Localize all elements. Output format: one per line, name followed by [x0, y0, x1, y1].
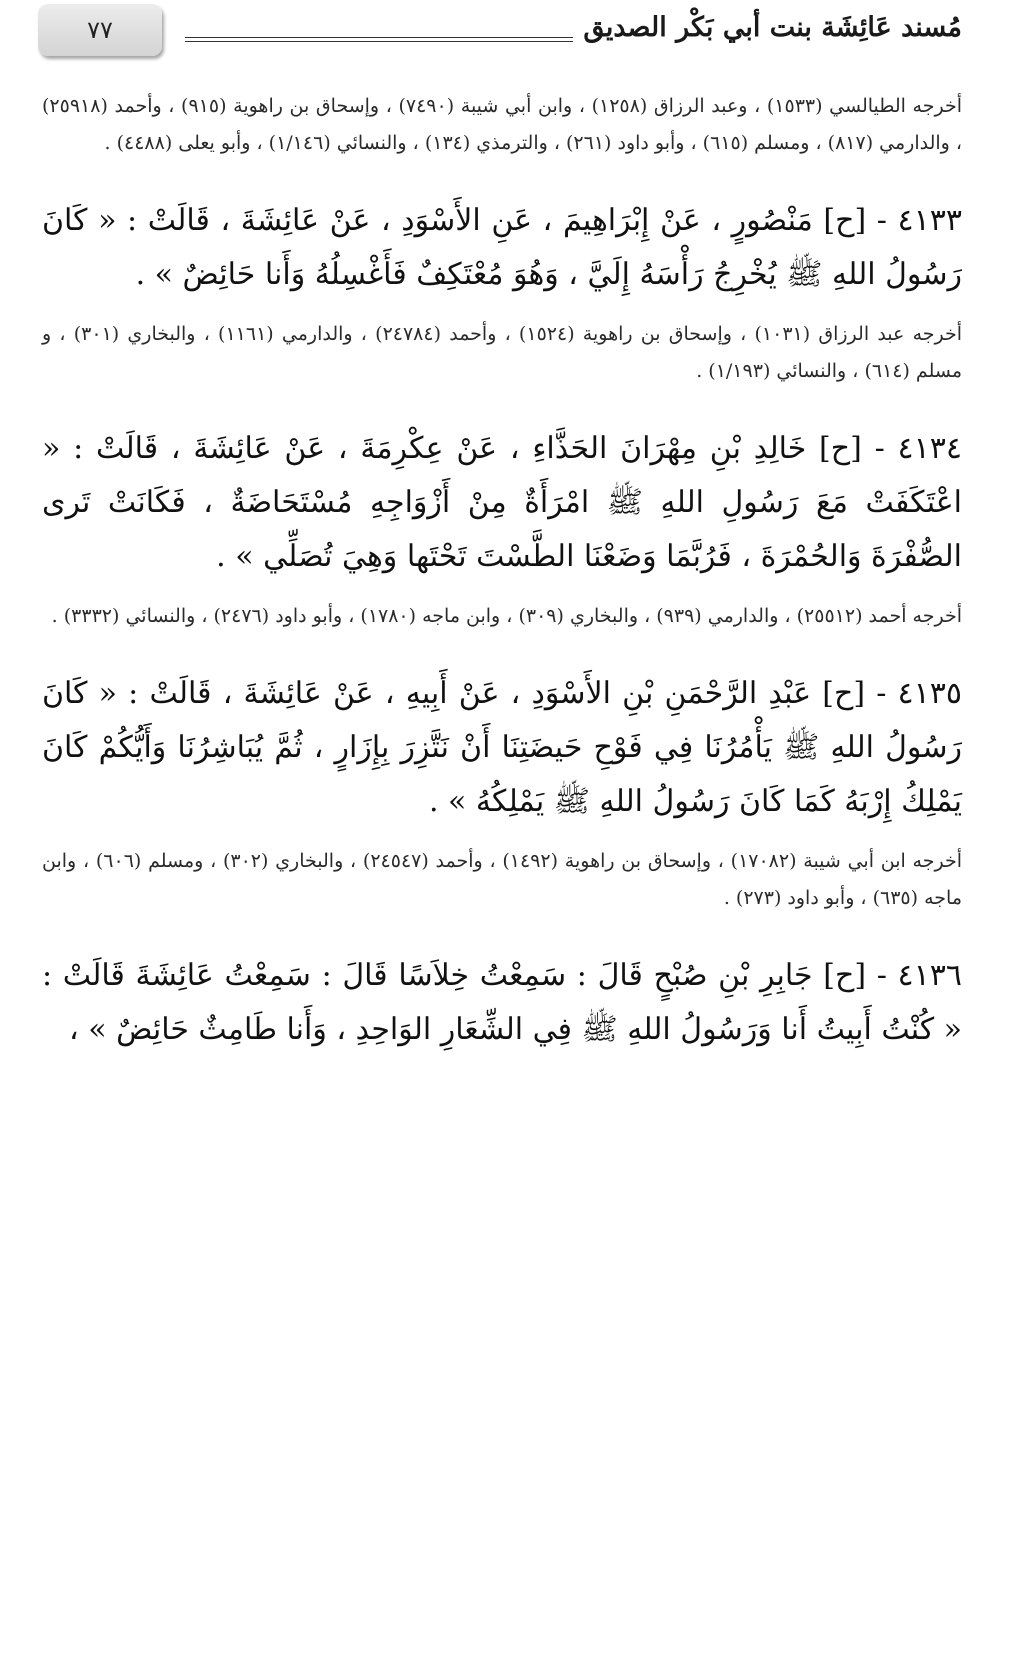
takhrij-paragraph: أخرجه ابن أبي شيبة (١٧٠٨٢) ، وإسحاق بن راهوية (١٤٩٢) ، وأحمد (٢٤٥٤٧) ، والبخاري (٣٠٢) ، ومسلم (٦٠٦) ، وابن ماجه (٦٣٥) ، وأبو داود (٢٧٣) . [42, 850, 962, 909]
hadith-4135: ٤١٣٥ - [ح] عَبْدِ الرَّحْمَنِ بْنِ الأَسْوَدِ ، عَنْ أَبِيهِ ، عَنْ عَائِشَةَ ، قَالَتْ : « كَانَ رَسُولُ اللهِ ﷺ يَأْمُرُنَا فِي فَوْحِ حَيضَتِنَا أَنْ نَتَّزِرَ بِإِزَارٍ ، ثُمَّ يُبَاشِرُنَا وَأَيُّكُمْ كَانَ يَمْلِكُ إِرْبَهُ كَمَا كَانَ رَسُولُ اللهِ ﷺ يَمْلِكُهُ » . [42, 676, 962, 819]
header-double-rule [185, 37, 573, 42]
running-header-title: مُسند عَائِشَة بنت أبي بَكْر الصديق [583, 12, 962, 43]
page-header [0, 0, 1010, 80]
hadith-4136: ٤١٣٦ - [ح] جَابِرِ بْنِ صُبْحٍ قَالَ : سَمِعْتُ خِلاَسًا قَالَ : سَمِعْتُ عَائِشَةَ قَالَتْ : « كُنْتُ أَبِيتُ أَنا وَرَسُولُ اللهِ ﷺ فِي الشِّعَارِ الوَاحِدِ ، وَأَنا طَامِثٌ حَائِضٌ » ، [42, 958, 962, 1047]
page-number-badge [38, 4, 162, 56]
page-number: ٧٧ [87, 16, 113, 44]
page-body [42, 88, 962, 1057]
takhrij-paragraph: أخرجه أحمد (٢٥٥١٢) ، والدارمي (٩٣٩) ، والبخاري (٣٠٩) ، وابن ماجه (١٧٨٠) ، وأبو داود (٢٤٧٦) ، والنسائي (٣٣٣٢) . [51, 605, 962, 627]
takhrij-paragraph: أخرجه عبد الرزاق (١٠٣١) ، وإسحاق بن راهوية (١٥٢٤) ، وأحمد (٢٤٧٨٤) ، والدارمي (١١٦١) ، والبخاري (٣٠١) ، و مسلم (٦١٤) ، والنسائي (١/١٩٣) . [42, 323, 963, 382]
hadith-4133: ٤١٣٣ - [ح] مَنْصُورٍ ، عَنْ إِبْرَاهِيمَ ، عَنِ الأَسْوَدِ ، عَنْ عَائِشَةَ ، قَالَتْ : « كَانَ رَسُولُ اللهِ ﷺ يُخْرِجُ رَأْسَهُ إِلَيَّ ، وَهُوَ مُعْتَكِفٌ فَأَغْسِلُهُ وَأَنا حَائِضٌ » . [42, 203, 962, 292]
takhrij-paragraph: أخرجه الطيالسي (١٥٣٣) ، وعبد الرزاق (١٢٥٨) ، وابن أبي شيبة (٧٤٩٠) ، وإسحاق بن راهوية (٩١٥) ، وأحمد (٢٥٩١٨) ، والدارمي (٨١٧) ، ومسلم (٦١٥) ، وأبو داود (٢٦١) ، والترمذي (١٣٤) ، والنسائي (١/١٤٦) ، وأبو يعلى (٤٤٨٨) . [42, 95, 962, 154]
hadith-4134: ٤١٣٤ - [ح] خَالِدِ بْنِ مِهْرَانَ الحَذَّاءِ ، عَنْ عِكْرِمَةَ ، عَنْ عَائِشَةَ ، قَالَتْ : « اعْتَكَفَتْ مَعَ رَسُولِ اللهِ ﷺ امْرَأَةٌ مِنْ أَزْوَاجِهِ مُسْتَحَاضَةٌ ، فَكَانَتْ تَرى الصُّفْرَةَ وَالحُمْرَةَ ، فَرُبَّمَا وَضَعْنَا الطَّسْتَ تَحْتَها وَهِيَ تُصَلِّي » . [42, 431, 962, 574]
